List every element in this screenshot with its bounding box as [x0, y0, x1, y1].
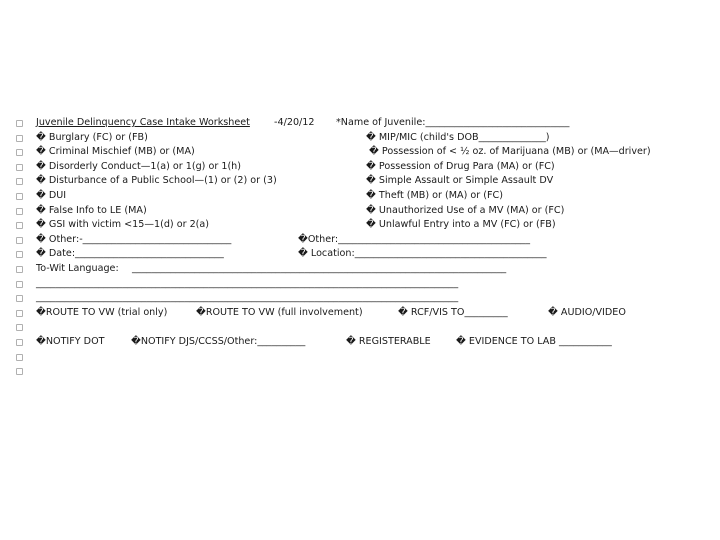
route-vw-full-checkbox[interactable]: �ROUTE TO VW (full involvement) — [196, 306, 363, 318]
bullet-box-icon — [16, 120, 23, 127]
bullet-box-icon — [16, 149, 23, 156]
header-row — [36, 116, 570, 131]
bullet-box-icon — [16, 178, 23, 185]
offense-checkbox-right[interactable]: � MIP/MIC (child's DOB______________) — [366, 131, 550, 143]
bullet-box-icon — [16, 251, 23, 258]
date-field[interactable]: � Date:_______________________________ — [36, 248, 224, 260]
other-offense-field[interactable]: � Other:-_______________________________ — [36, 233, 232, 245]
offense-checkbox-right[interactable]: � Possession of Drug Para (MA) or (FC) — [366, 160, 555, 172]
offense-checkbox-right[interactable]: � Simple Assault or Simple Assault DV — [366, 175, 554, 187]
bullet-box-icon — [16, 310, 23, 317]
to-wit-line[interactable]: ______________________________________________________________________________ — [132, 263, 507, 274]
worksheet-title: Juvenile Delinquency Case Intake Worksheet — [36, 117, 250, 128]
offense-checkbox-left[interactable]: � GSI with victim <15—1(d) or 2(a) — [36, 219, 210, 231]
other-row — [36, 233, 531, 248]
registerable-checkbox[interactable]: � REGISTERABLE — [346, 336, 431, 347]
offense-row — [36, 189, 503, 204]
bullet-box-icon — [16, 281, 23, 288]
to-wit-line[interactable]: ________________________________________________________________________________________ — [36, 292, 459, 304]
offense-checkbox-left[interactable]: � Criminal Mischief (MB) or (MA) — [36, 146, 195, 158]
bullet-box-icon — [16, 368, 23, 375]
offense-checkbox-left[interactable]: � DUI — [36, 190, 67, 201]
offense-row — [36, 160, 555, 175]
notify-row — [36, 335, 612, 350]
bullet-box-icon — [16, 354, 23, 361]
bullet-box-icon — [16, 193, 23, 200]
audio-video-checkbox[interactable]: � AUDIO/VIDEO — [548, 306, 626, 318]
offense-row — [36, 174, 554, 189]
offense-checkbox-right[interactable]: � Unauthorized Use of a MV (MA) or (FC) — [366, 204, 565, 216]
offense-checkbox-right[interactable]: � Theft (MB) or (MA) or (FC) — [366, 190, 503, 201]
routing-row — [36, 306, 626, 321]
offense-row — [36, 218, 556, 233]
notify-djs-checkbox[interactable]: �NOTIFY DJS/CCSS/Other:__________ — [131, 336, 306, 347]
bullet-box-icon — [16, 135, 23, 142]
offense-row — [36, 131, 550, 146]
bullet-box-icon — [16, 208, 23, 215]
to-wit-row — [36, 262, 507, 277]
offense-row — [36, 145, 651, 160]
offense-checkbox-left[interactable]: � False Info to LE (MA) — [36, 204, 147, 216]
bullet-box-icon — [16, 295, 23, 302]
worksheet-date: -4/20/12 — [271, 117, 315, 128]
offense-checkbox-left[interactable]: � Disturbance of a Public School—(1) or (2) or (3) — [36, 175, 277, 187]
bullet-box-icon — [16, 339, 23, 346]
route-vw-trial-checkbox[interactable]: �ROUTE TO VW (trial only) — [36, 306, 168, 318]
rcf-vis-checkbox[interactable]: � RCF/VIS TO_________ — [398, 306, 508, 318]
to-wit-line[interactable]: ________________________________________________________________________________________ — [36, 277, 459, 289]
to-wit-continuation — [36, 277, 459, 292]
date-location-row — [36, 247, 547, 262]
to-wit-continuation — [36, 291, 459, 306]
bullet-box-icon — [16, 164, 23, 171]
other-offense-field-right[interactable]: �Other:________________________________________ — [298, 233, 531, 245]
offense-row — [36, 204, 565, 219]
location-field[interactable]: � Location:________________________________________ — [298, 248, 547, 260]
notify-dot-checkbox[interactable]: �NOTIFY DOT — [36, 336, 105, 347]
juvenile-name-field[interactable]: *Name of Juvenile:______________________________ — [336, 117, 570, 128]
offense-checkbox-left[interactable]: � Burglary (FC) or (FB) — [36, 131, 148, 143]
bullet-box-icon — [16, 237, 23, 244]
evidence-to-lab-checkbox[interactable]: � EVIDENCE TO LAB ___________ — [456, 336, 612, 347]
offense-checkbox-right[interactable]: � Unlawful Entry into a MV (FC) or (FB) — [366, 219, 556, 231]
bullet-box-icon — [16, 266, 23, 273]
bullet-box-icon — [16, 222, 23, 229]
bullet-box-icon — [16, 324, 23, 331]
offense-checkbox-left[interactable]: � Disorderly Conduct—1(a) or 1(g) or 1(h) — [36, 160, 242, 172]
offense-checkbox-right[interactable]: � Possession of < ½ oz. of Marijuana (MB) or (MA—driver) — [369, 146, 651, 158]
to-wit-label: To-Wit Language: — [36, 263, 119, 274]
